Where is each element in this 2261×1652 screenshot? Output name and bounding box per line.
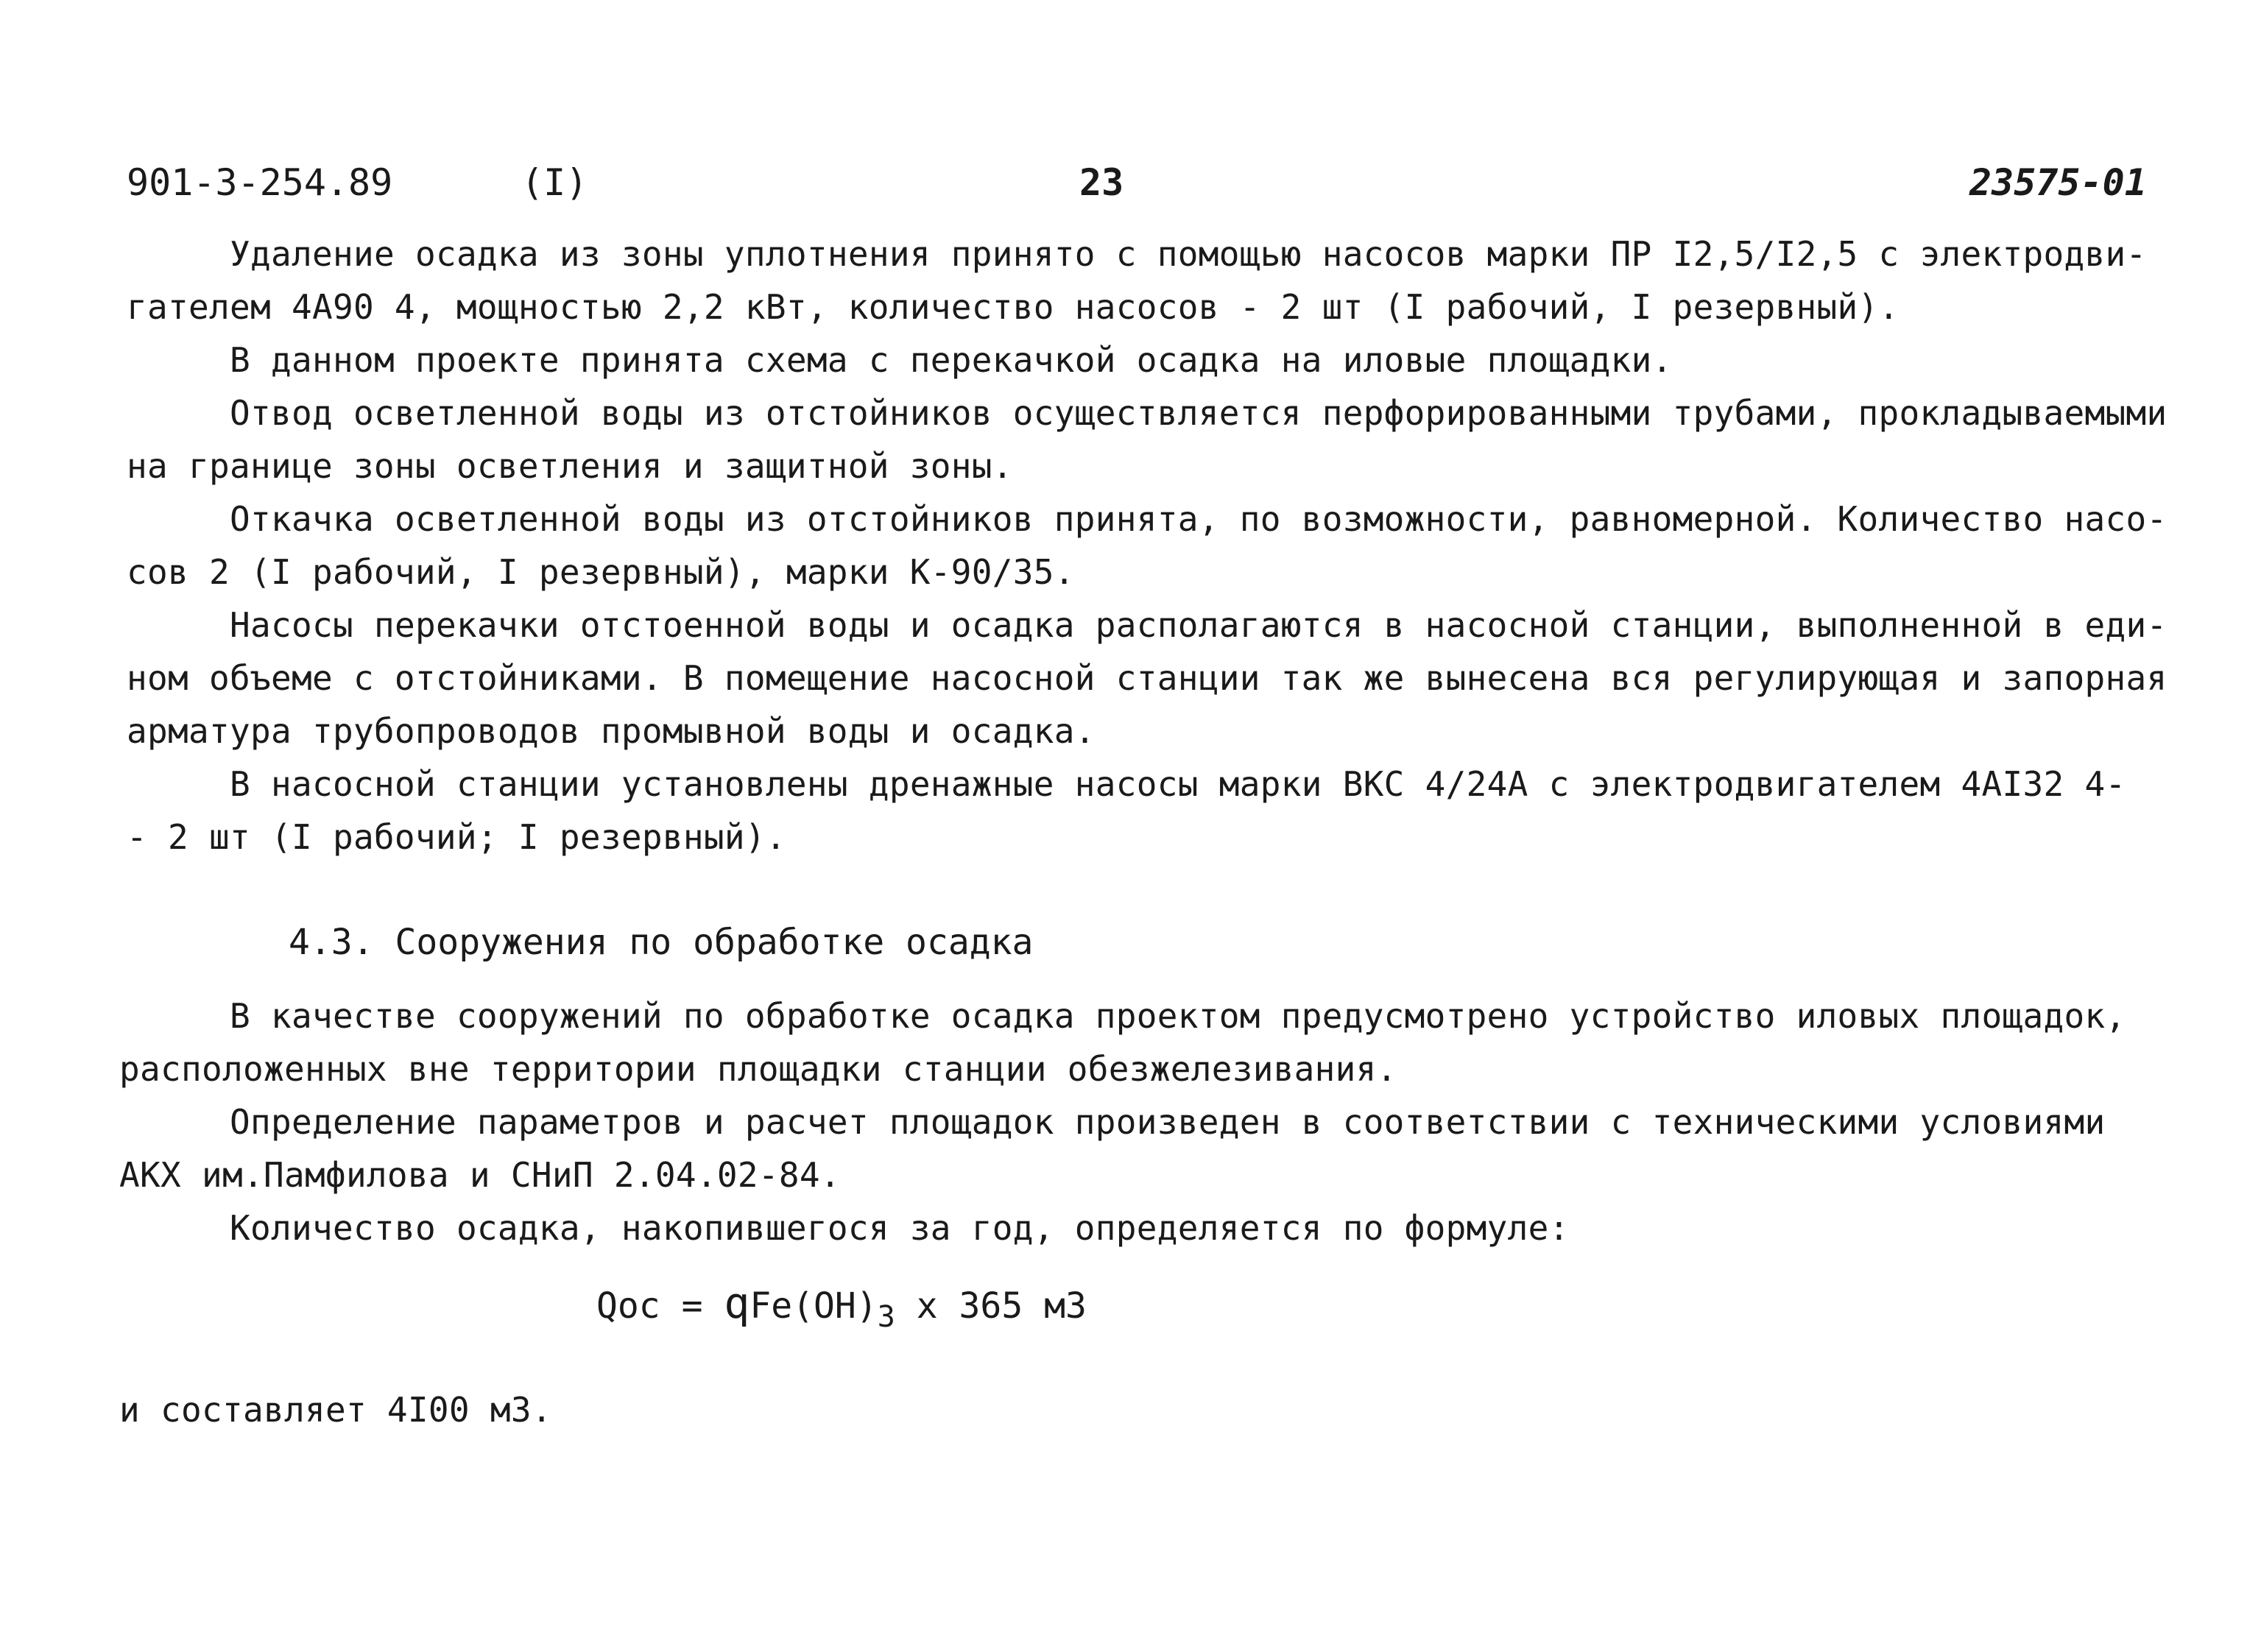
text-line: Откачка осветленной воды из отстойников принята, по возможности, равномерной. Количество насо-	[230, 499, 2167, 539]
text-line: Насосы перекачки отстоенной воды и осадка располагаются в насосной станции, выполненной в еди-	[230, 605, 2167, 645]
document-code: 901-3-254.89	[127, 161, 393, 204]
text-line: арматура трубопроводов промывной воды и осадка.	[127, 711, 1096, 751]
text-line: Удаление осадка из зоны уплотнения принято с помощью насосов марки ПР I2,5/I2,5 с электродви-	[230, 234, 2147, 274]
text-line: Количество осадка, накопившегося за год, определяется по формуле:	[230, 1208, 1570, 1248]
formula-subscript: 3	[877, 1300, 895, 1334]
text-line: - 2 шт (I рабочий; I резервный).	[127, 817, 786, 857]
text-line: ном объеме с отстойниками. В помещение насосной станции так же вынесена вся регулирующая и запорная	[127, 658, 2167, 698]
formula-q: q	[724, 1278, 750, 1328]
text-line: сов 2 (I рабочий, I резервный), марки К-90/35.	[127, 552, 1075, 592]
text-line: В качестве сооружений по обработке осадка проектом предусмотрено устройство иловых площадок,	[230, 996, 2126, 1036]
text-line: В насосной станции установлены дренажные насосы марки ВКС 4/24А с электродвигателем 4АI32 4-	[230, 764, 2126, 804]
text-line: В данном проекте принята схема с перекачкой осадка на иловые площадки.	[230, 340, 1673, 380]
inventory-number: 23575-01	[1969, 161, 2147, 204]
text-line: на границе зоны осветления и защитной зоны.	[127, 446, 1013, 486]
conclusion-line: и составляет 4I00 м3.	[119, 1390, 552, 1430]
text-line: Отвод осветленной воды из отстойников осуществляется перфорированными трубами, прокладываемыми	[230, 393, 2167, 433]
section-heading: 4.3. Сооружения по обработке осадка	[289, 922, 1034, 963]
text-line: Определение параметров и расчет площадок произведен в соответствии с техническими условиями	[230, 1102, 2106, 1142]
formula	[596, 1278, 1087, 1339]
section-marker: (I)	[521, 161, 588, 204]
page-number: 23	[1079, 161, 1124, 204]
formula-rest: x 365 м3	[916, 1285, 1087, 1327]
formula-compound: Fe(OH)	[749, 1285, 878, 1327]
formula-lhs: Qос =	[596, 1285, 703, 1327]
text-line: расположенных вне территории площадки станции обезжелезивания.	[119, 1049, 1397, 1089]
text-line: АКХ им.Памфилова и СНиП 2.04.02-84.	[119, 1155, 841, 1195]
text-line: гателем 4А90 4, мощностью 2,2 кВт, количество насосов - 2 шт (I рабочий, I резервный).	[127, 287, 1900, 327]
